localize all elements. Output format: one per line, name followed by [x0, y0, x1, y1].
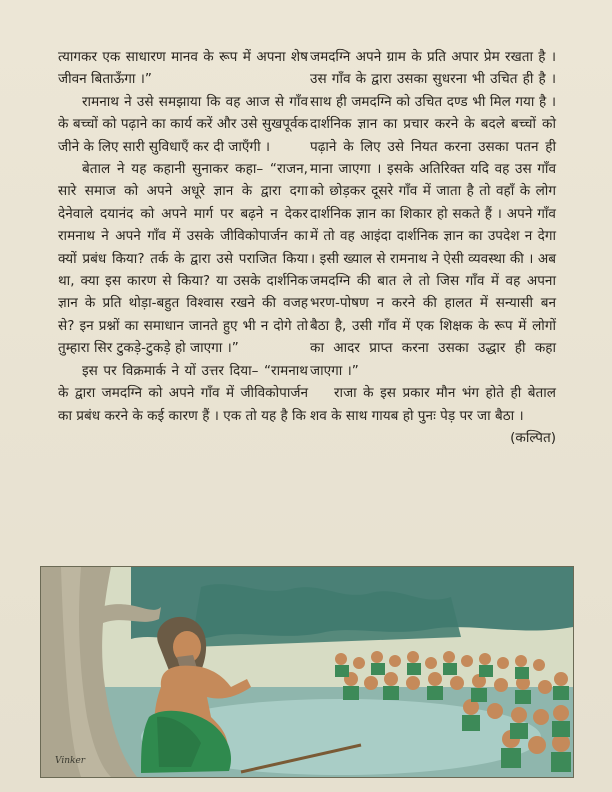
paragraph: त्यागकर एक साधारण मानव के रूप में अपना शेष जीवन बिताऊँगा ।”: [58, 49, 308, 88]
left-text-column: [58, 46, 308, 427]
story-credit: (कल्पित): [510, 429, 556, 446]
paragraph: बेताल ने यह कहानी सुनाकर कहा– “राजन, सारे समाज को अपने अधूरे ज्ञान के द्वारा दगा देनेवाले दयानंद को अपने मार्ग पर बढ़ने न देकर रामनाथ ने अपने गाँव में उसके जीविकोपार्जन का क्यों प्रबंध किया? तर्क के द्वारा उसे पराजित किया था, क्या इस कारण से किया? या उसके दार्शनिक ज्ञान के प्रति थोड़ा-बहुत विश्वास रखने की वजह से? इन प्रश्नों का समाधान जानते हुए भी न दोगे तो तुम्हारा सिर टुकड़े-टुकड़े हो जाएगा ।”: [58, 161, 308, 357]
story-illustration: [40, 566, 574, 778]
paragraph: राजा के इस प्रकार मौन भंग होते ही बेताल शव के साथ गायब हो पुनः पेड़ पर जा बैठा ।: [310, 385, 556, 424]
right-text-column: [310, 46, 556, 449]
paragraph: जमदग्नि अपने ग्राम के प्रति अपार प्रेम रखता है । उस गाँव के द्वारा उसका सुधरना भी उचित ही है । साथ ही जमदग्नि को उचित दण्ड भी मिल गया है । दार्शनिक ज्ञान का प्रचार करने के बदले बच्चों को पढ़ाने के लिए उसे नियत करना उसका पतन ही माना जाएगा । इसके अतिरिक्त यदि वह उस गाँव को छोड़कर दूसरे गाँव में जाता है तो वहाँ के लोग दार्शनिक ज्ञान का शिकार हो सकते हैं । अपने गाँव में तो वह आइंदा दार्शनिक ज्ञान का उपदेश न देगा । इसी ख्याल से रामनाथ ने ऐसी व्यवस्था की । अब जमदग्नि की बात ले तो जिस गाँव में वह अपना भरण-पोषण न करने की हालत में सन्यासी बन बैठा है, उसी गाँव में एक शिक्षक के रूप में लोगों का आदर प्राप्त करना उसका उद्धार ही कहा जाएगा ।”: [310, 49, 556, 379]
paragraph: रामनाथ ने उसे समझाया कि वह आज से गाँव के बच्चों को पढ़ाने का कार्य करें और उसे सुखपूर्वक जीने के लिए सारी सुविधाएँ कर दी जाएँगी ।: [58, 93, 308, 155]
paragraph: इस पर विक्रमार्क ने यों उत्तर दिया– “रामनाथ के द्वारा जमदग्नि को अपने गाँव में जीविकोपार्जन का प्रबंध करने के कई कारण हैं । एक तो यह है कि: [58, 362, 308, 424]
artist-signature: Vinker: [55, 756, 86, 766]
